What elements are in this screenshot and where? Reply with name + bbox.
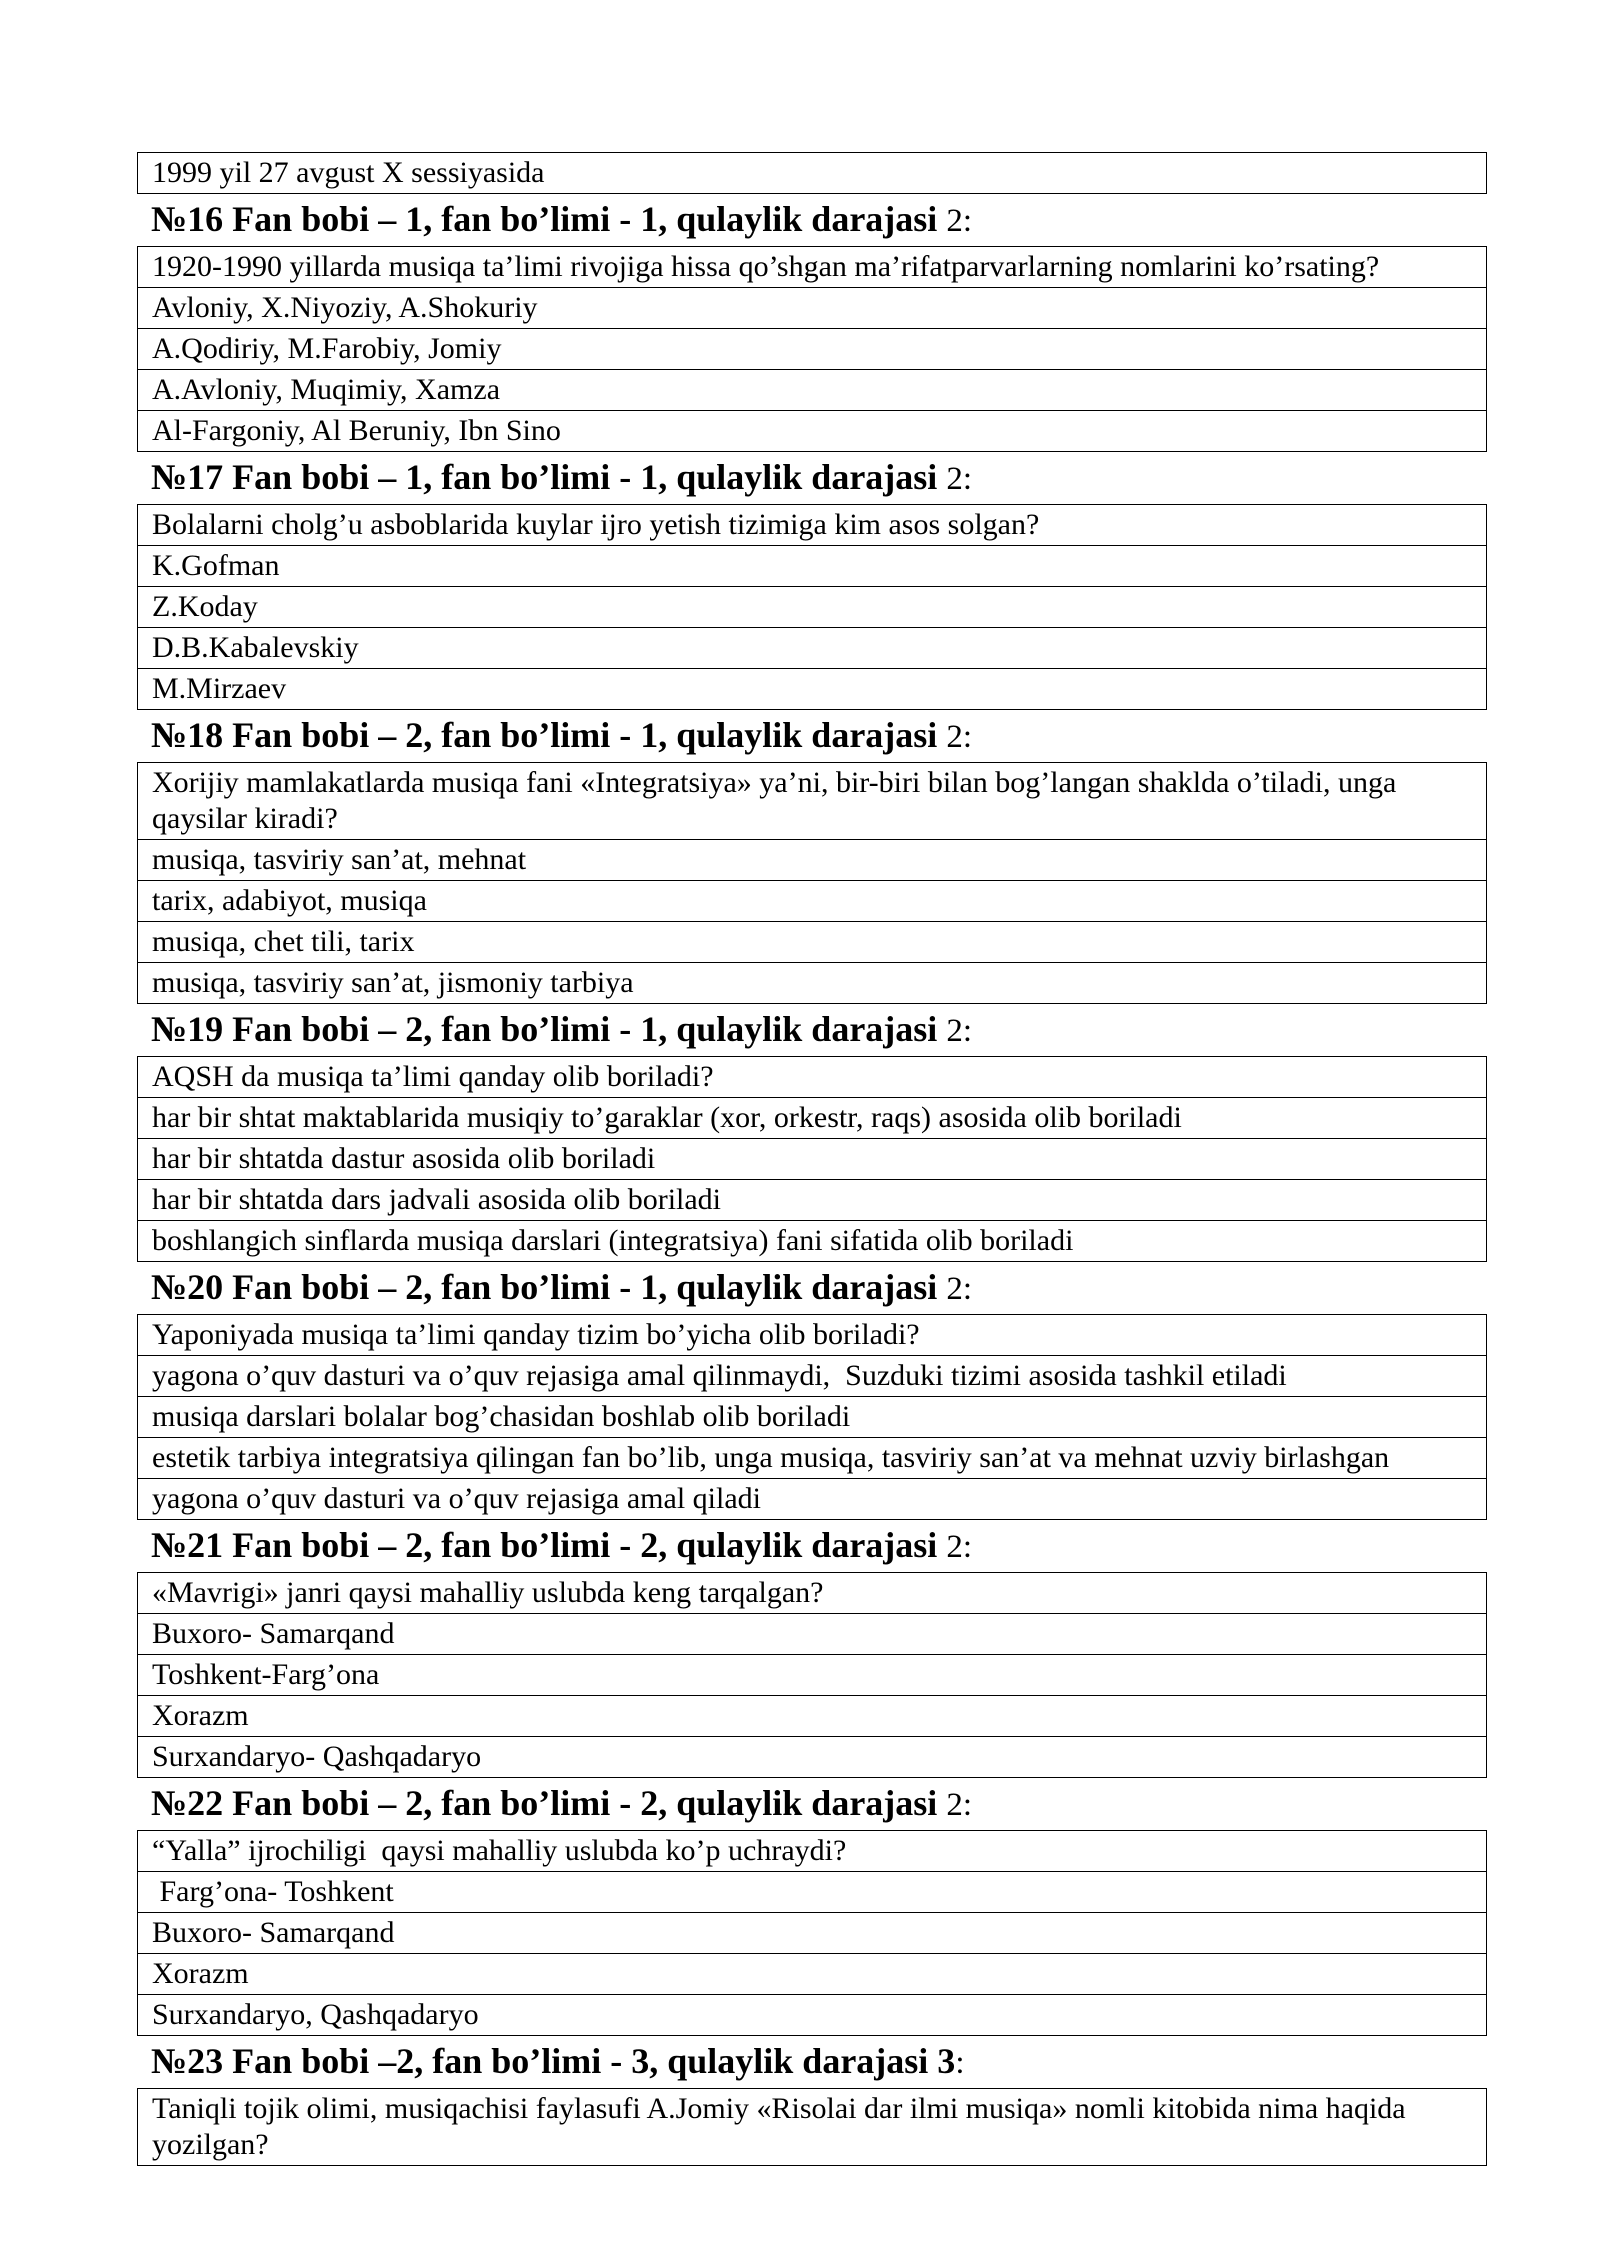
question-heading (137, 194, 1487, 246)
table-row (138, 153, 1487, 194)
answer-option: A.Qodiriy, M.Farobiy, Jomiy (138, 329, 1487, 370)
question-text: “Yalla” ijrochiligi qaysi mahalliy uslubda ko’p uchraydi? (138, 1831, 1487, 1872)
question-level: 2 (946, 1013, 963, 1049)
answer-option: M.Mirzaev (138, 669, 1487, 710)
question-row (138, 1573, 1487, 1614)
answer-option: D.B.Kabalevskiy (138, 628, 1487, 669)
question-level: 2 (946, 1271, 963, 1307)
answer-row (138, 669, 1487, 710)
question-level: 2 (946, 1529, 963, 1565)
answer-row (138, 1221, 1487, 1262)
answer-option: har bir shtatda dars jadvali asosida olib boriladi (138, 1180, 1487, 1221)
question-level: 2 (946, 461, 963, 497)
question-level: 2 (946, 203, 963, 239)
table-cell: 1999 yil 27 avgust X sessiyasida (138, 153, 1487, 194)
document-page (137, 152, 1487, 2166)
answer-row (138, 1872, 1487, 1913)
answer-row (138, 370, 1487, 411)
answer-option: Xorazm (138, 1954, 1487, 1995)
answer-row (138, 963, 1487, 1004)
question-row (138, 2089, 1487, 2166)
question-row (138, 763, 1487, 840)
answer-option: Surxandaryo, Qashqadaryo (138, 1995, 1487, 2036)
answer-row (138, 628, 1487, 669)
answer-option: yagona o’quv dasturi va o’quv rejasiga amal qilinmaydi, Suzduki tizimi asosida tashkil etiladi (138, 1356, 1487, 1397)
heading-colon: : (962, 1529, 972, 1565)
answer-option: estetik tarbiya integratsiya qilingan fan bo’lib, unga musiqa, tasviriy san’at va mehnat uzviy birlashgan (138, 1438, 1487, 1479)
question-level: 2 (946, 1787, 963, 1823)
answer-row (138, 922, 1487, 963)
answer-option: musiqa, tasviriy san’at, mehnat (138, 840, 1487, 881)
answer-option: Buxoro- Samarqand (138, 1614, 1487, 1655)
answer-option: Surxandaryo- Qashqadaryo (138, 1737, 1487, 1778)
question-heading-title: №16 Fan bobi – 1, fan bo’limi - 1, qulaylik darajasi (151, 199, 938, 239)
answer-option: Farg’ona- Toshkent (138, 1872, 1487, 1913)
question-level: 2 (946, 719, 963, 755)
question-table (137, 246, 1487, 452)
heading-colon: : (962, 719, 972, 755)
answer-option: Xorazm (138, 1696, 1487, 1737)
heading-colon: : (962, 1013, 972, 1049)
question-heading (137, 1004, 1487, 1056)
answer-row (138, 1696, 1487, 1737)
heading-colon: : (962, 1787, 972, 1823)
question-text: 1920-1990 yillarda musiqa ta’limi rivojiga hissa qo’shgan ma’rifatparvarlarning nomlarini ko’rsating? (138, 247, 1487, 288)
answer-option: Buxoro- Samarqand (138, 1913, 1487, 1954)
question-heading (137, 1520, 1487, 1572)
question-table (137, 1056, 1487, 1262)
answer-option: musiqa, chet tili, tarix (138, 922, 1487, 963)
question-heading-title: №17 Fan bobi – 1, fan bo’limi - 1, qulaylik darajasi (151, 457, 938, 497)
answer-row (138, 1479, 1487, 1520)
answer-option: Avloniy, X.Niyoziy, A.Shokuriy (138, 288, 1487, 329)
question-table (137, 2088, 1487, 2166)
answer-option: Al-Fargoniy, Al Beruniy, Ibn Sino (138, 411, 1487, 452)
answer-option: A.Avloniy, Muqimiy, Xamza (138, 370, 1487, 411)
question-text: Xorijiy mamlakatlarda musiqa fani «Integratsiya» ya’ni, bir-biri bilan bog’langan shaklda o’tiladi, unga qaysilar kiradi? (138, 763, 1487, 840)
heading-colon: : (962, 203, 972, 239)
question-row (138, 247, 1487, 288)
question-heading (137, 452, 1487, 504)
answer-option: tarix, adabiyot, musiqa (138, 881, 1487, 922)
question-heading-title: №18 Fan bobi – 2, fan bo’limi - 1, qulaylik darajasi (151, 715, 938, 755)
question-list (137, 194, 1487, 2166)
answer-row (138, 881, 1487, 922)
question-heading (137, 2036, 1487, 2088)
question-heading (137, 1778, 1487, 1830)
answer-option: Toshkent-Farg’ona (138, 1655, 1487, 1696)
question-text: Yaponiyada musiqa ta’limi qanday tizim bo’yicha olib boriladi? (138, 1315, 1487, 1356)
question-text: Bolalarni cholg’u asboblarida kuylar ijro yetish tizimiga kim asos solgan? (138, 505, 1487, 546)
answer-option: har bir shtat maktablarida musiqiy to’garaklar (xor, orkestr, raqs) asosida olib boriladi (138, 1098, 1487, 1139)
question-row (138, 1057, 1487, 1098)
question-text: «Mavrigi» janri qaysi mahalliy uslubda keng tarqalgan? (138, 1573, 1487, 1614)
question-table (137, 762, 1487, 1004)
answer-row (138, 1737, 1487, 1778)
answer-row (138, 411, 1487, 452)
answer-option: yagona o’quv dasturi va o’quv rejasiga amal qiladi (138, 1479, 1487, 1520)
answer-row (138, 587, 1487, 628)
question-row (138, 1831, 1487, 1872)
heading-colon: : (962, 461, 972, 497)
answer-row (138, 1356, 1487, 1397)
answer-option: K.Gofman (138, 546, 1487, 587)
question-table (137, 1830, 1487, 2036)
question-heading (137, 1262, 1487, 1314)
answer-option: musiqa darslari bolalar bog’chasidan boshlab olib boriladi (138, 1397, 1487, 1438)
question-heading-title: №19 Fan bobi – 2, fan bo’limi - 1, qulaylik darajasi (151, 1009, 938, 1049)
answer-row (138, 1614, 1487, 1655)
answer-row (138, 840, 1487, 881)
answer-row (138, 329, 1487, 370)
answer-row (138, 1397, 1487, 1438)
question-row (138, 1315, 1487, 1356)
question-text: Taniqli tojik olimi, musiqachisi faylasufi A.Jomiy «Risolai dar ilmi musiqa» nomli kitobida nima haqida yozilgan? (138, 2089, 1487, 2166)
question-row (138, 505, 1487, 546)
answer-row (138, 1438, 1487, 1479)
answer-row (138, 1954, 1487, 1995)
question-heading-title: №22 Fan bobi – 2, fan bo’limi - 2, qulaylik darajasi (151, 1783, 938, 1823)
answer-option: musiqa, tasviriy san’at, jismoniy tarbiya (138, 963, 1487, 1004)
question-table (137, 1572, 1487, 1778)
answer-option: boshlangich sinflarda musiqa darslari (integratsiya) fani sifatida olib boriladi (138, 1221, 1487, 1262)
question-text: AQSH da musiqa ta’limi qanday olib boriladi? (138, 1057, 1487, 1098)
question-heading-title: №20 Fan bobi – 2, fan bo’limi - 1, qulaylik darajasi (151, 1267, 938, 1307)
answer-row (138, 1139, 1487, 1180)
answer-row (138, 288, 1487, 329)
question-heading (137, 710, 1487, 762)
answer-row (138, 1098, 1487, 1139)
leading-table (137, 152, 1487, 194)
heading-colon: : (962, 1271, 972, 1307)
question-table (137, 1314, 1487, 1520)
answer-row (138, 1180, 1487, 1221)
answer-option: Z.Koday (138, 587, 1487, 628)
question-heading-title: №23 Fan bobi –2, fan bo’limi - 3, qulaylik darajasi 3 (151, 2041, 956, 2081)
answer-row (138, 1995, 1487, 2036)
answer-row (138, 1655, 1487, 1696)
question-table (137, 504, 1487, 710)
question-heading-title: №21 Fan bobi – 2, fan bo’limi - 2, qulaylik darajasi (151, 1525, 938, 1565)
answer-row (138, 1913, 1487, 1954)
answer-row (138, 546, 1487, 587)
answer-option: har bir shtatda dastur asosida olib boriladi (138, 1139, 1487, 1180)
heading-colon: : (955, 2045, 965, 2081)
